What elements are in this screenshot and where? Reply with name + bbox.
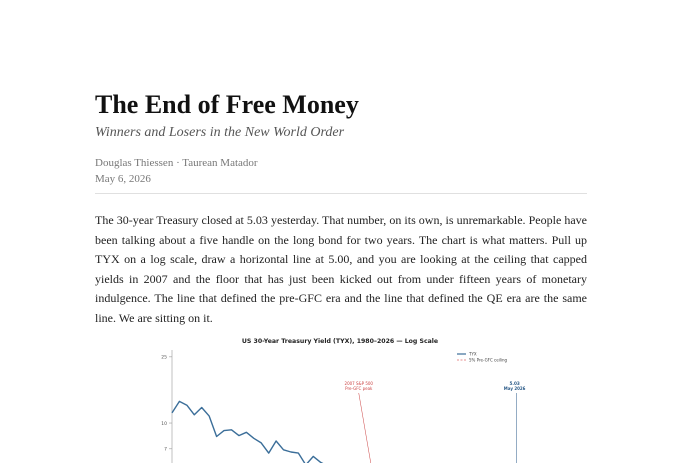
article-authors[interactable]: Douglas Thiessen · Taurean Matador [95, 157, 258, 169]
annotation-current-date: May 2026 [503, 386, 526, 391]
annotation-current-value: 5.03 [509, 381, 520, 386]
annotation-gfc-line1: 2007 S&P 500 [344, 381, 373, 386]
article-meta [95, 155, 587, 187]
article-subtitle: Winners and Losers in the New World Order [95, 125, 345, 140]
article-date: May 6, 2026 [95, 173, 151, 185]
article-header [95, 88, 587, 187]
header-divider [95, 193, 587, 194]
y-tick-label: 25 [161, 355, 167, 361]
annotation-gfc-arrow [359, 393, 373, 463]
legend-label-tyx: TYX [469, 351, 477, 357]
article-paragraph: The 30-year Treasury closed at 5.03 yesterday. That number, on its own, is unremarkable. People have been talking about a five handle on the long bond for two years. The chart is what matters. Pull up TYX on a log scale, draw a horizontal line at 5.00, and you are looking at the ceiling that capped yields in 2007 and the floor that has just been kicked out from under fifteen years of monetary indulgence. The line that defined the pre-GFC era and the line that defined the QE era are the same line. We are sitting on it. [95, 213, 587, 325]
yield-chart [145, 333, 535, 463]
series-line-tyx [172, 401, 517, 463]
y-tick-label: 10 [161, 421, 167, 427]
legend-label-ref: 5% Pre-GFC ceiling [469, 357, 508, 363]
yield-chart-svg [145, 333, 535, 463]
chart-title: US 30-Year Treasury Yield (TYX), 1980–2026 — Log Scale [241, 338, 439, 345]
article-title: The End of Free Money [95, 90, 359, 119]
annotation-gfc-line2: Pre-GFC peak [345, 386, 373, 391]
y-tick-label: 7 [164, 447, 167, 453]
